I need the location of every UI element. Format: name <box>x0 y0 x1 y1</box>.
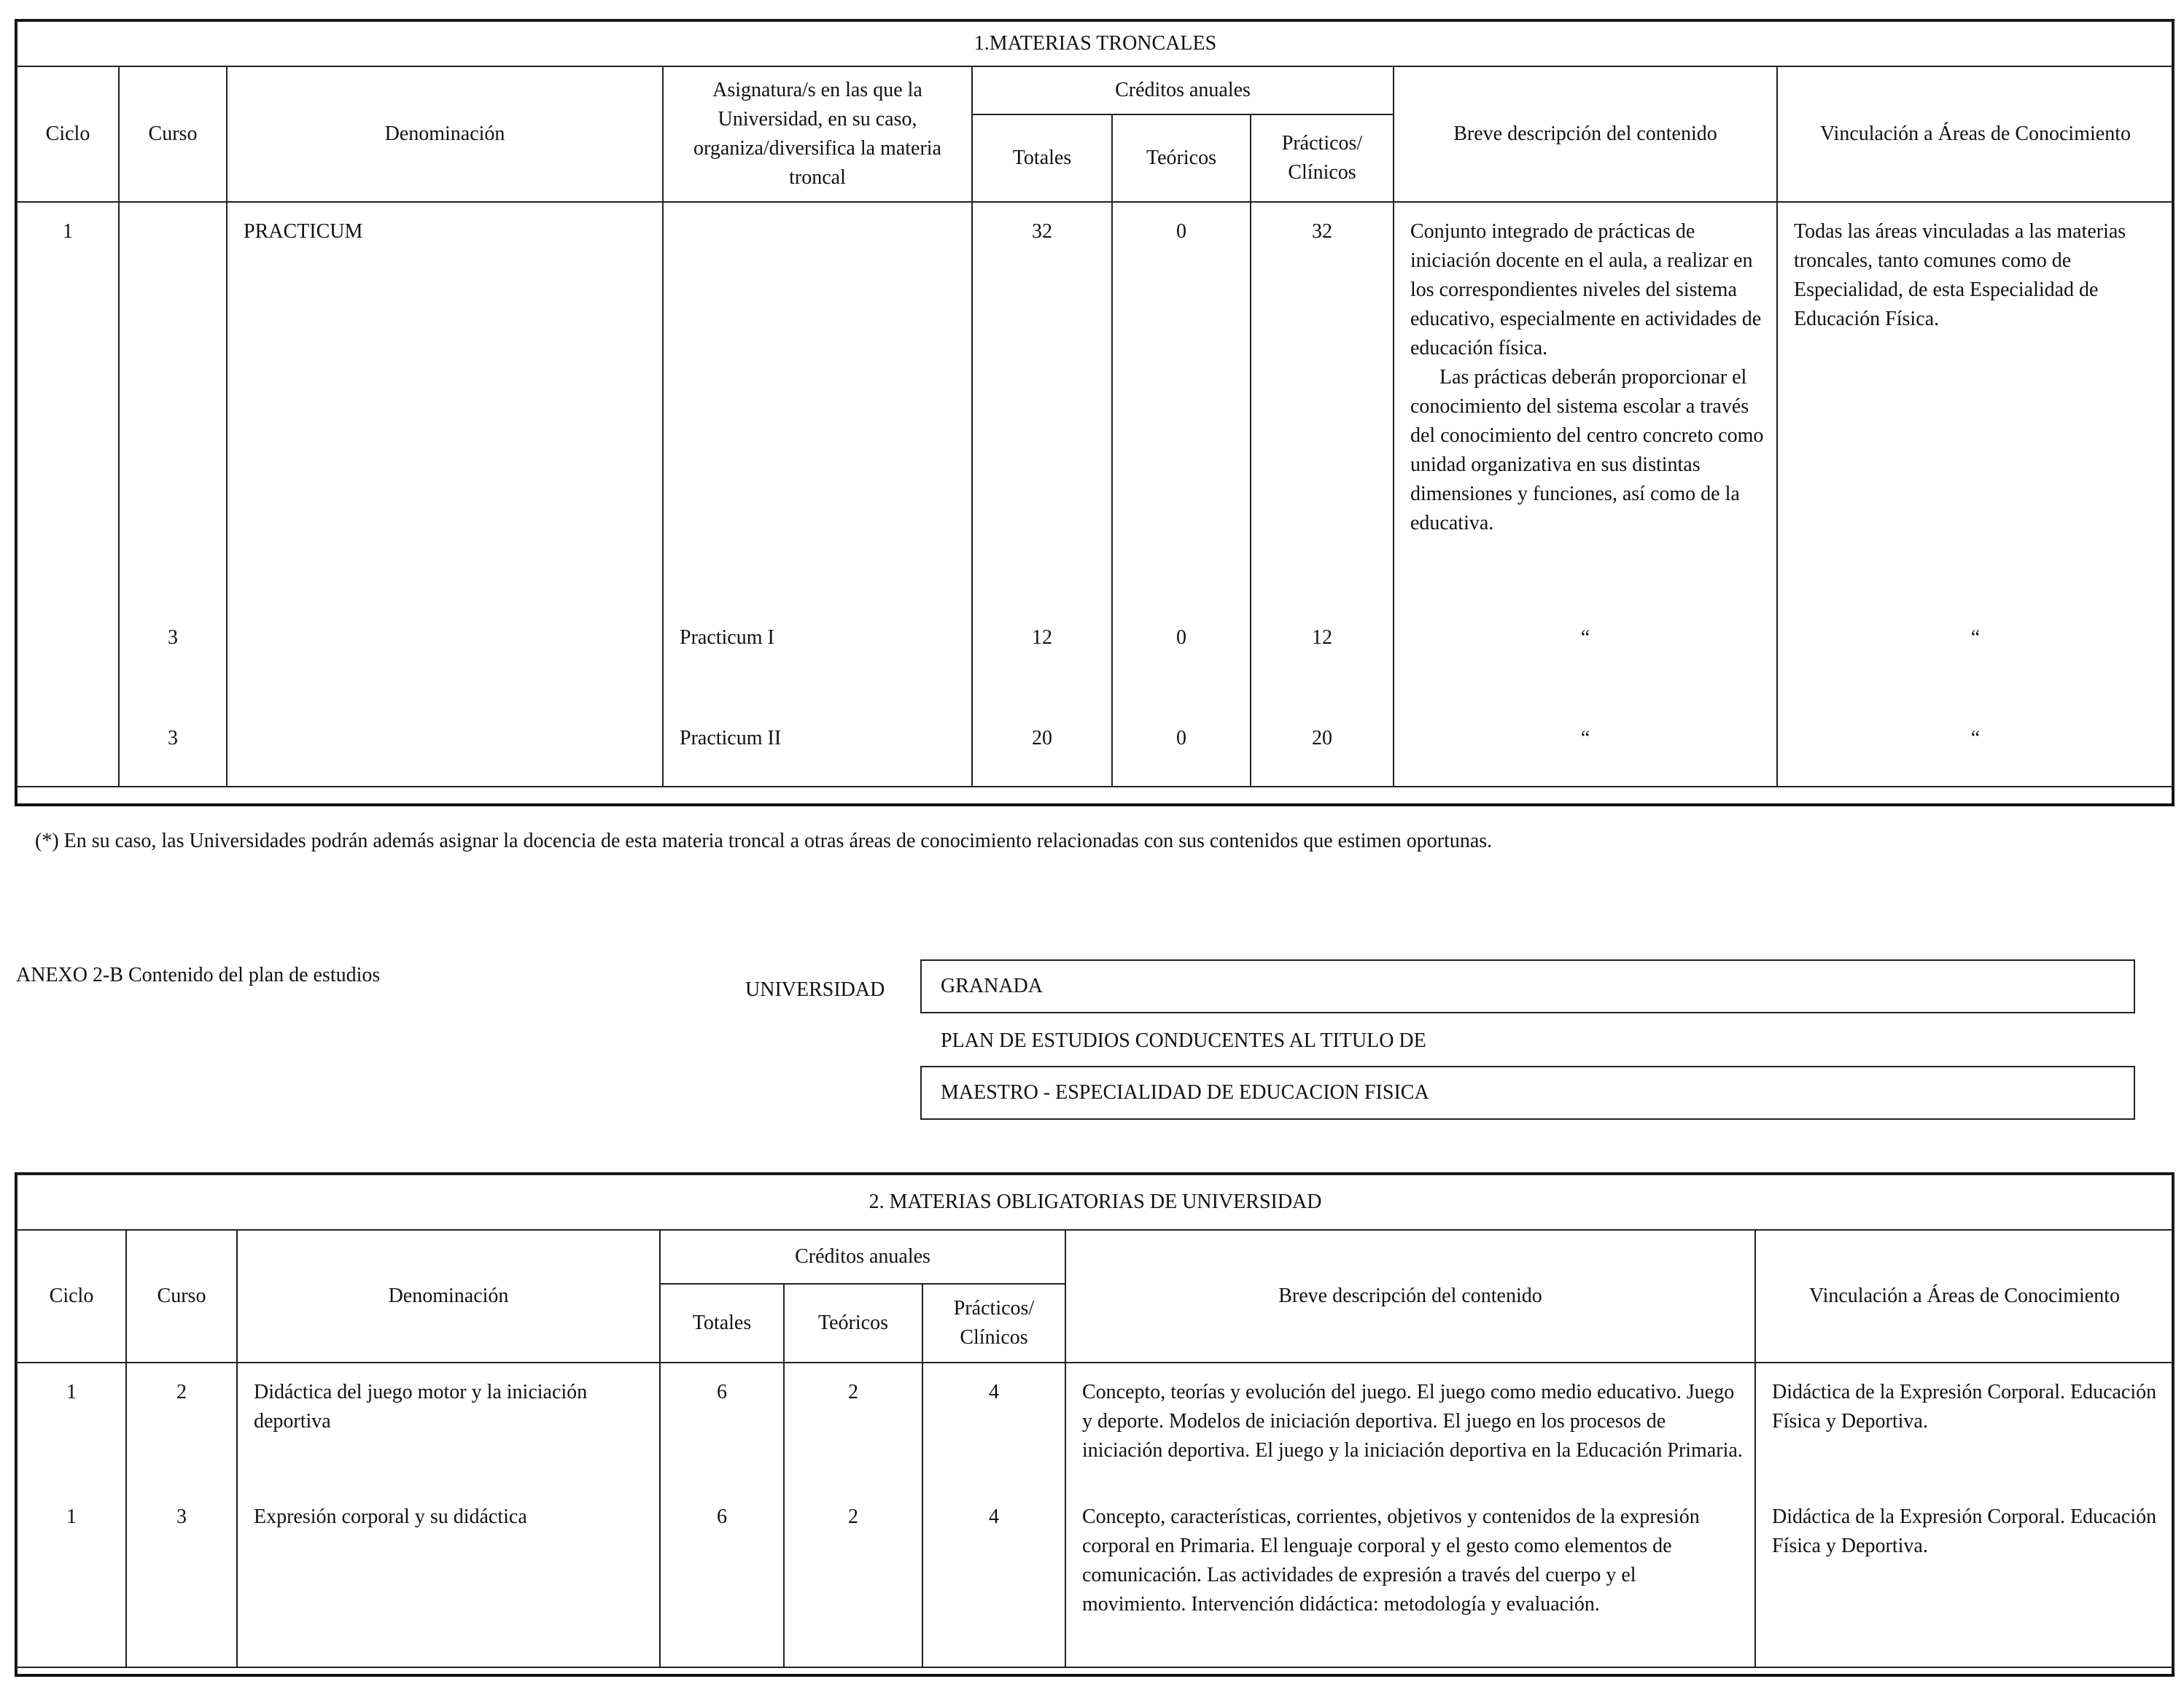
t2-row1-practicos: 4 <box>922 1363 1065 1501</box>
row3-totales: 20 <box>972 714 1112 787</box>
header-creditos: Créditos anuales <box>972 66 1394 114</box>
row2-totales: 12 <box>972 610 1112 714</box>
t2-header-curso: Curso <box>126 1230 237 1363</box>
row1-curso <box>119 202 227 610</box>
t2-row1-ciclo: 1 <box>17 1363 126 1501</box>
universidad-value: GRANADA <box>920 959 2135 1013</box>
t2-header-descripcion: Breve descripción del contenido <box>1065 1230 1755 1363</box>
header-curso: Curso <box>119 66 227 202</box>
row1-descripcion-p2: Las prácticas deberán proporcionar el conocimiento del sistema escolar a través del conocimiento del centro concreto como unidad organizativa en sus distintas dimensiones y funciones, así como de la educativa. <box>1410 366 1764 534</box>
row3-teoricos: 0 <box>1112 714 1251 787</box>
table1-title: 1.MATERIAS TRONCALES <box>17 21 2174 66</box>
t2-row1-descripcion: Concepto, teorías y evolución del juego. El juego como medio educativo. Juego y deporte. Modelos de iniciación deportiva. El juego en los procesos de iniciación deportiva. El juego y la iniciación deportiva en la Educación Primaria. <box>1065 1363 1755 1501</box>
row2-denominacion <box>227 610 663 714</box>
row1-denominacion: PRACTICUM <box>227 202 663 610</box>
header-ciclo: Ciclo <box>17 66 119 202</box>
t2-row1-teoricos: 2 <box>784 1363 922 1501</box>
row1-descripcion <box>1394 202 1777 610</box>
row1-descripcion-p1: Conjunto integrado de prácticas de iniciación docente en el aula, a realizar en los correspondientes niveles del sistema educativo, especialmente en actividades de educación física. <box>1410 220 1762 359</box>
row2-descripcion: “ <box>1394 610 1777 714</box>
t2-row2-practicos: 4 <box>922 1501 1065 1667</box>
row3-denominacion <box>227 714 663 787</box>
anexo-label: ANEXO 2-B Contenido del plan de estudios <box>16 964 381 986</box>
universidad-label: UNIVERSIDAD <box>745 978 885 1001</box>
t2-header-teoricos: Teóricos <box>784 1284 922 1363</box>
row3-ciclo <box>17 714 119 787</box>
t2-row2-vinculacion: Didáctica de la Expresión Corporal. Educación Física y Deportiva. <box>1755 1501 2174 1667</box>
t2-row1-curso: 2 <box>126 1363 237 1501</box>
row1-teoricos: 0 <box>1112 202 1251 610</box>
t2-header-vinculacion: Vinculación a Áreas de Conocimiento <box>1755 1230 2174 1363</box>
row3-descripcion: “ <box>1394 714 1777 787</box>
row1-ciclo: 1 <box>17 202 119 610</box>
header-teoricos: Teóricos <box>1112 114 1251 202</box>
t2-row1-denominacion: Didáctica del juego motor y la iniciación deportiva <box>237 1363 660 1501</box>
t2-row2-curso: 3 <box>126 1501 237 1667</box>
header-totales: Totales <box>972 114 1112 202</box>
row1-totales: 32 <box>972 202 1112 610</box>
row1-practicos: 32 <box>1251 202 1394 610</box>
t2-row2-ciclo: 1 <box>17 1501 126 1667</box>
t2-row1-totales: 6 <box>660 1363 784 1501</box>
table2 <box>16 1174 2175 1668</box>
t2-row2-totales: 6 <box>660 1501 784 1667</box>
row3-vinculacion: “ <box>1777 714 2174 787</box>
header-practicos: Prácticos/ Clínicos <box>1251 114 1394 202</box>
row2-asignatura: Practicum I <box>663 610 972 714</box>
header-denominacion: Denominación <box>227 66 663 202</box>
row2-ciclo <box>17 610 119 714</box>
t2-row1-vinculacion: Didáctica de la Expresión Corporal. Educación Física y Deportiva. <box>1755 1363 2174 1501</box>
t2-header-totales: Totales <box>660 1284 784 1363</box>
row3-practicos: 20 <box>1251 714 1394 787</box>
row1-vinculacion: Todas las áreas vinculadas a las materias troncales, tanto comunes como de Especialidad, de esta Especialidad de Educación Física. <box>1777 202 2174 610</box>
header-asignatura: Asignatura/s en las que la Universidad, en su caso, organiza/diversifica la materia troncal <box>663 66 972 202</box>
header-vinculacion: Vinculación a Áreas de Conocimiento <box>1777 66 2174 202</box>
t2-row2-descripcion: Concepto, características, corrientes, objetivos y contenidos de la expresión corporal en Primaria. El lenguaje corporal y el gesto como elementos de comunicación. Las actividades de expresión a través del cuerpo y el movimiento. Intervención didáctica: metodología y evaluación. <box>1065 1501 1755 1667</box>
row2-curso: 3 <box>119 610 227 714</box>
t2-header-denominacion: Denominación <box>237 1230 660 1363</box>
titulo-value: MAESTRO - ESPECIALIDAD DE EDUCACION FISICA <box>920 1066 2135 1120</box>
row2-practicos: 12 <box>1251 610 1394 714</box>
table2-title: 2. MATERIAS OBLIGATORIAS DE UNIVERSIDAD <box>17 1174 2174 1230</box>
row2-vinculacion: “ <box>1777 610 2174 714</box>
row2-teoricos: 0 <box>1112 610 1251 714</box>
footnote: (*) En su caso, las Universidades podrán además asignar la docencia de esta materia troncal a otras áreas de conocimiento relacionadas con sus contenidos que estimen oportunas. <box>35 830 1493 852</box>
t2-header-practicos: Prácticos/ Clínicos <box>922 1284 1065 1363</box>
row3-curso: 3 <box>119 714 227 787</box>
plan-label: PLAN DE ESTUDIOS CONDUCENTES AL TITULO DE <box>941 1029 1426 1052</box>
t2-row2-denominacion: Expresión corporal y su didáctica <box>237 1501 660 1667</box>
row3-asignatura: Practicum II <box>663 714 972 787</box>
header-descripcion: Breve descripción del contenido <box>1394 66 1777 202</box>
t2-header-ciclo: Ciclo <box>17 1230 126 1363</box>
table1 <box>16 20 2175 787</box>
row1-asignatura <box>663 202 972 610</box>
t2-header-creditos: Créditos anuales <box>660 1230 1065 1284</box>
t2-row2-teoricos: 2 <box>784 1501 922 1667</box>
